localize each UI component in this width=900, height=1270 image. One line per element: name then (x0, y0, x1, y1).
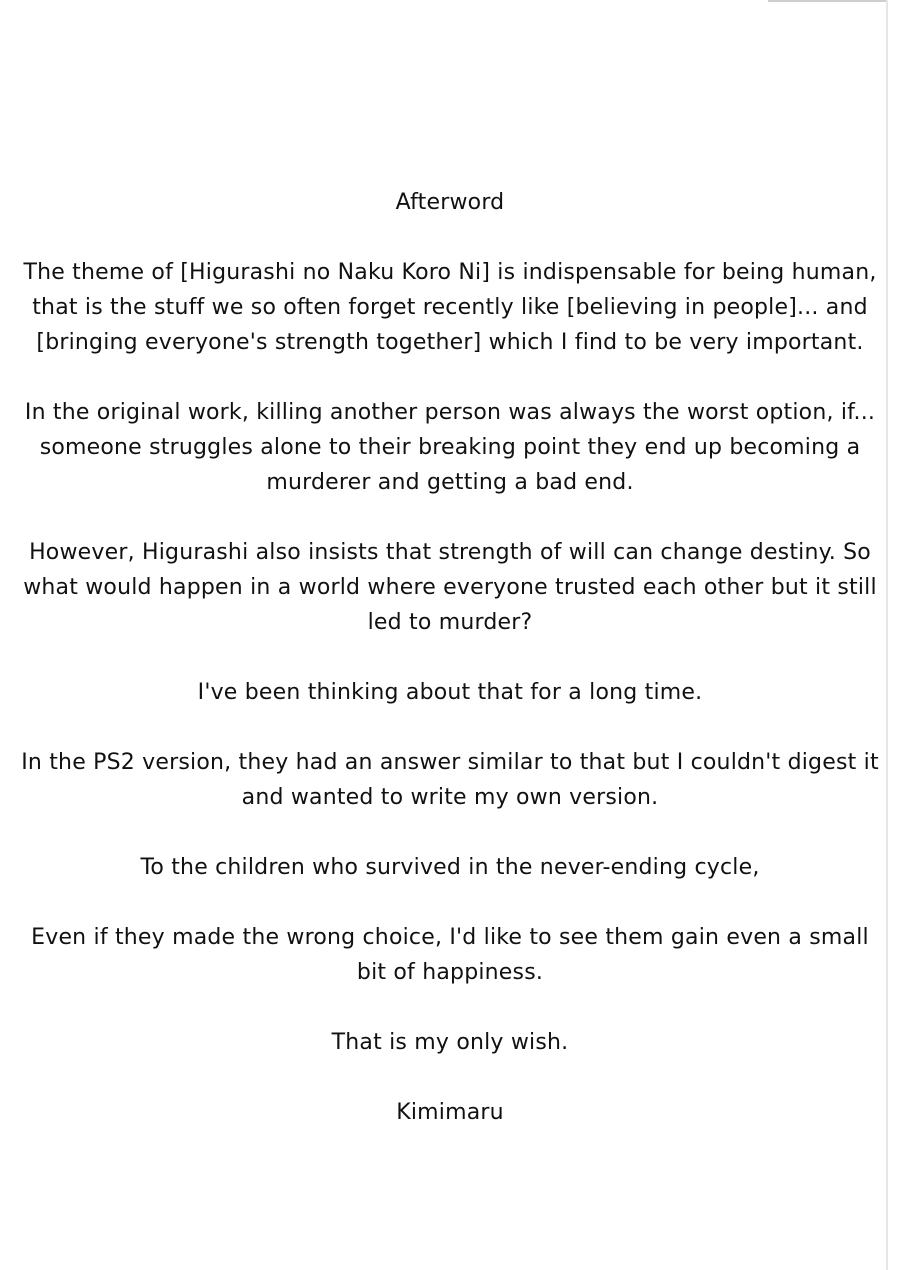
page-title: Afterword (395, 190, 505, 215)
paragraph-theme: The theme of [Higurashi no Naku Koro Ni] is indispensable for being human, that is the stuff we so often forget recently like [believing in people]... and [bringing everyone's strength together] which I find to be very important. (23, 260, 877, 355)
paragraph-children: To the children who survived in the never-ending cycle, (140, 855, 760, 880)
scan-edge-top (768, 0, 888, 2)
paragraph-ps2-version: In the PS2 version, they had an answer similar to that but I couldn't digest it and wanted to write my own version. (21, 750, 879, 810)
author-signature: Kimimaru (396, 1100, 504, 1125)
paragraph-destiny: However, Higurashi also insists that strength of will can change destiny. So what would happen in a world where everyone trusted each other but it still led to murder? (23, 540, 877, 635)
paragraph-happiness: Even if they made the wrong choice, I'd like to see them gain even a small bit of happiness. (31, 925, 869, 985)
afterword-content (10, 185, 890, 1130)
paragraph-thinking: I've been thinking about that for a long time. (197, 680, 703, 705)
paragraph-wish: That is my only wish. (331, 1030, 569, 1055)
paragraph-original-work: In the original work, killing another person was always the worst option, if... someone struggles alone to their breaking point they end up becoming a murderer and getting a bad end. (24, 400, 876, 495)
